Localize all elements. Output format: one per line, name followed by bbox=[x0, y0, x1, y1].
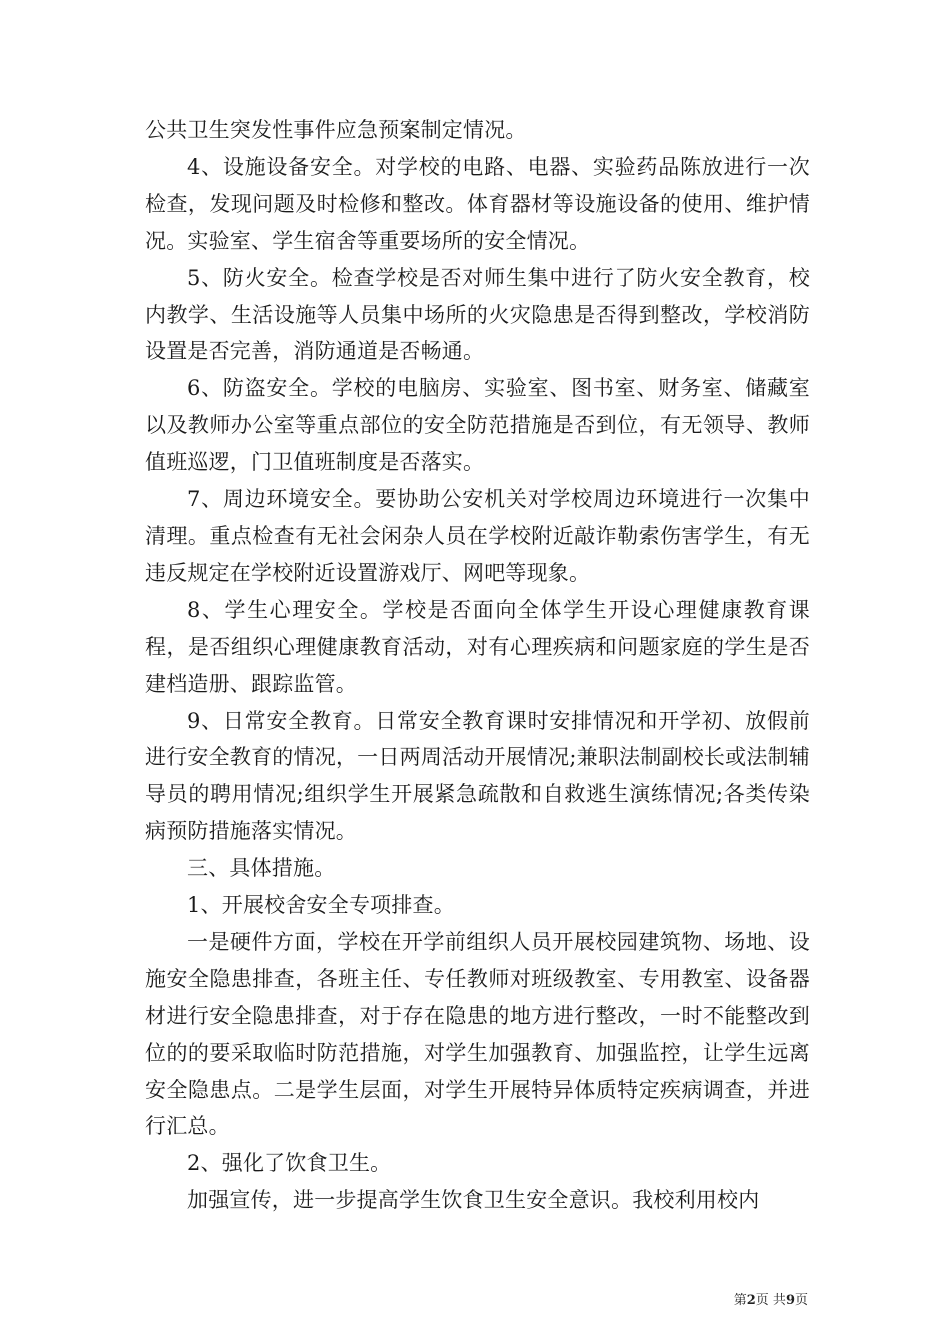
section-heading: 三、具体措施。 bbox=[187, 856, 336, 881]
footer-prefix: 第 bbox=[733, 1293, 747, 1308]
footer-middle: 页 共 bbox=[755, 1293, 786, 1308]
paragraph: 4、设施设备安全。对学校的电路、电器、实验药品陈放进行一次检查，发现问题及时检修和整改。体育器材等设施设备的使用、维护情况。实验室、学生宿舍等重要场所的安全情况。 bbox=[145, 154, 810, 253]
page-number-footer bbox=[734, 1289, 808, 1308]
paragraph: 一是硬件方面，学校在开学前组织人员开展校园建筑物、场地、设施安全隐患排查，各班主任、专任教师对班级教室、专用教室、设备器材进行安全隐患排查，对于存在隐患的地方进行整改，一时不能整改到位的的要采取临时防范措施，对学生加强教育、加强监控，让学生远离安全隐患点。二是学生层面，对学生开展特异体质特定疾病调查，并进行汇总。 bbox=[145, 929, 810, 1139]
paragraph: 8、学生心理安全。学校是否面向全体学生开设心理健康教育课程，是否组织心理健康教育活动，对有心理疾病和问题家庭的学生是否建档造册、跟踪监管。 bbox=[145, 597, 810, 696]
subsection-heading: 1、开展校舍安全专项排查。 bbox=[187, 893, 455, 918]
paragraph: 公共卫生突发性事件应急预案制定情况。 bbox=[145, 118, 527, 142]
paragraph: 7、周边环境安全。要协助公安机关对学校周边环境进行一次集中清理。重点检查有无社会闲杂人员在学校附近敲诈勒索伤害学生，有无违反规定在学校附近设置游戏厅、网吧等现象。 bbox=[145, 487, 810, 585]
footer-suffix: 页 bbox=[794, 1293, 808, 1308]
paragraph: 9、日常安全教育。日常安全教育课时安排情况和开学初、放假前进行安全教育的情况，一日两周活动开展情况;兼职法制副校长或法制辅导员的聘用情况;组织学生开展紧急疏散和自救逃生演练情况;各类传染病预防措施落实情况。 bbox=[145, 708, 810, 844]
paragraph: 6、防盗安全。学校的电脑房、实验室、图书室、财务室、储藏室以及教师办公室等重点部位的安全防范措施是否到位，有无领导、教师值班巡逻，门卫值班制度是否落实。 bbox=[145, 376, 810, 475]
paragraph: 加强宣传，进一步提高学生饮食卫生安全意识。我校利用校内 bbox=[187, 1188, 760, 1213]
current-page-number: 2 bbox=[746, 1293, 756, 1308]
total-page-number: 9 bbox=[785, 1293, 795, 1308]
paragraph: 5、防火安全。检查学校是否对师生集中进行了防火安全教育，校内教学、生活设施等人员集中场所的火灾隐患是否得到整改，学校消防设置是否完善，消防通道是否畅通。 bbox=[145, 265, 810, 364]
subsection-heading: 2、强化了饮食卫生。 bbox=[187, 1151, 392, 1176]
document-body bbox=[145, 112, 810, 1219]
